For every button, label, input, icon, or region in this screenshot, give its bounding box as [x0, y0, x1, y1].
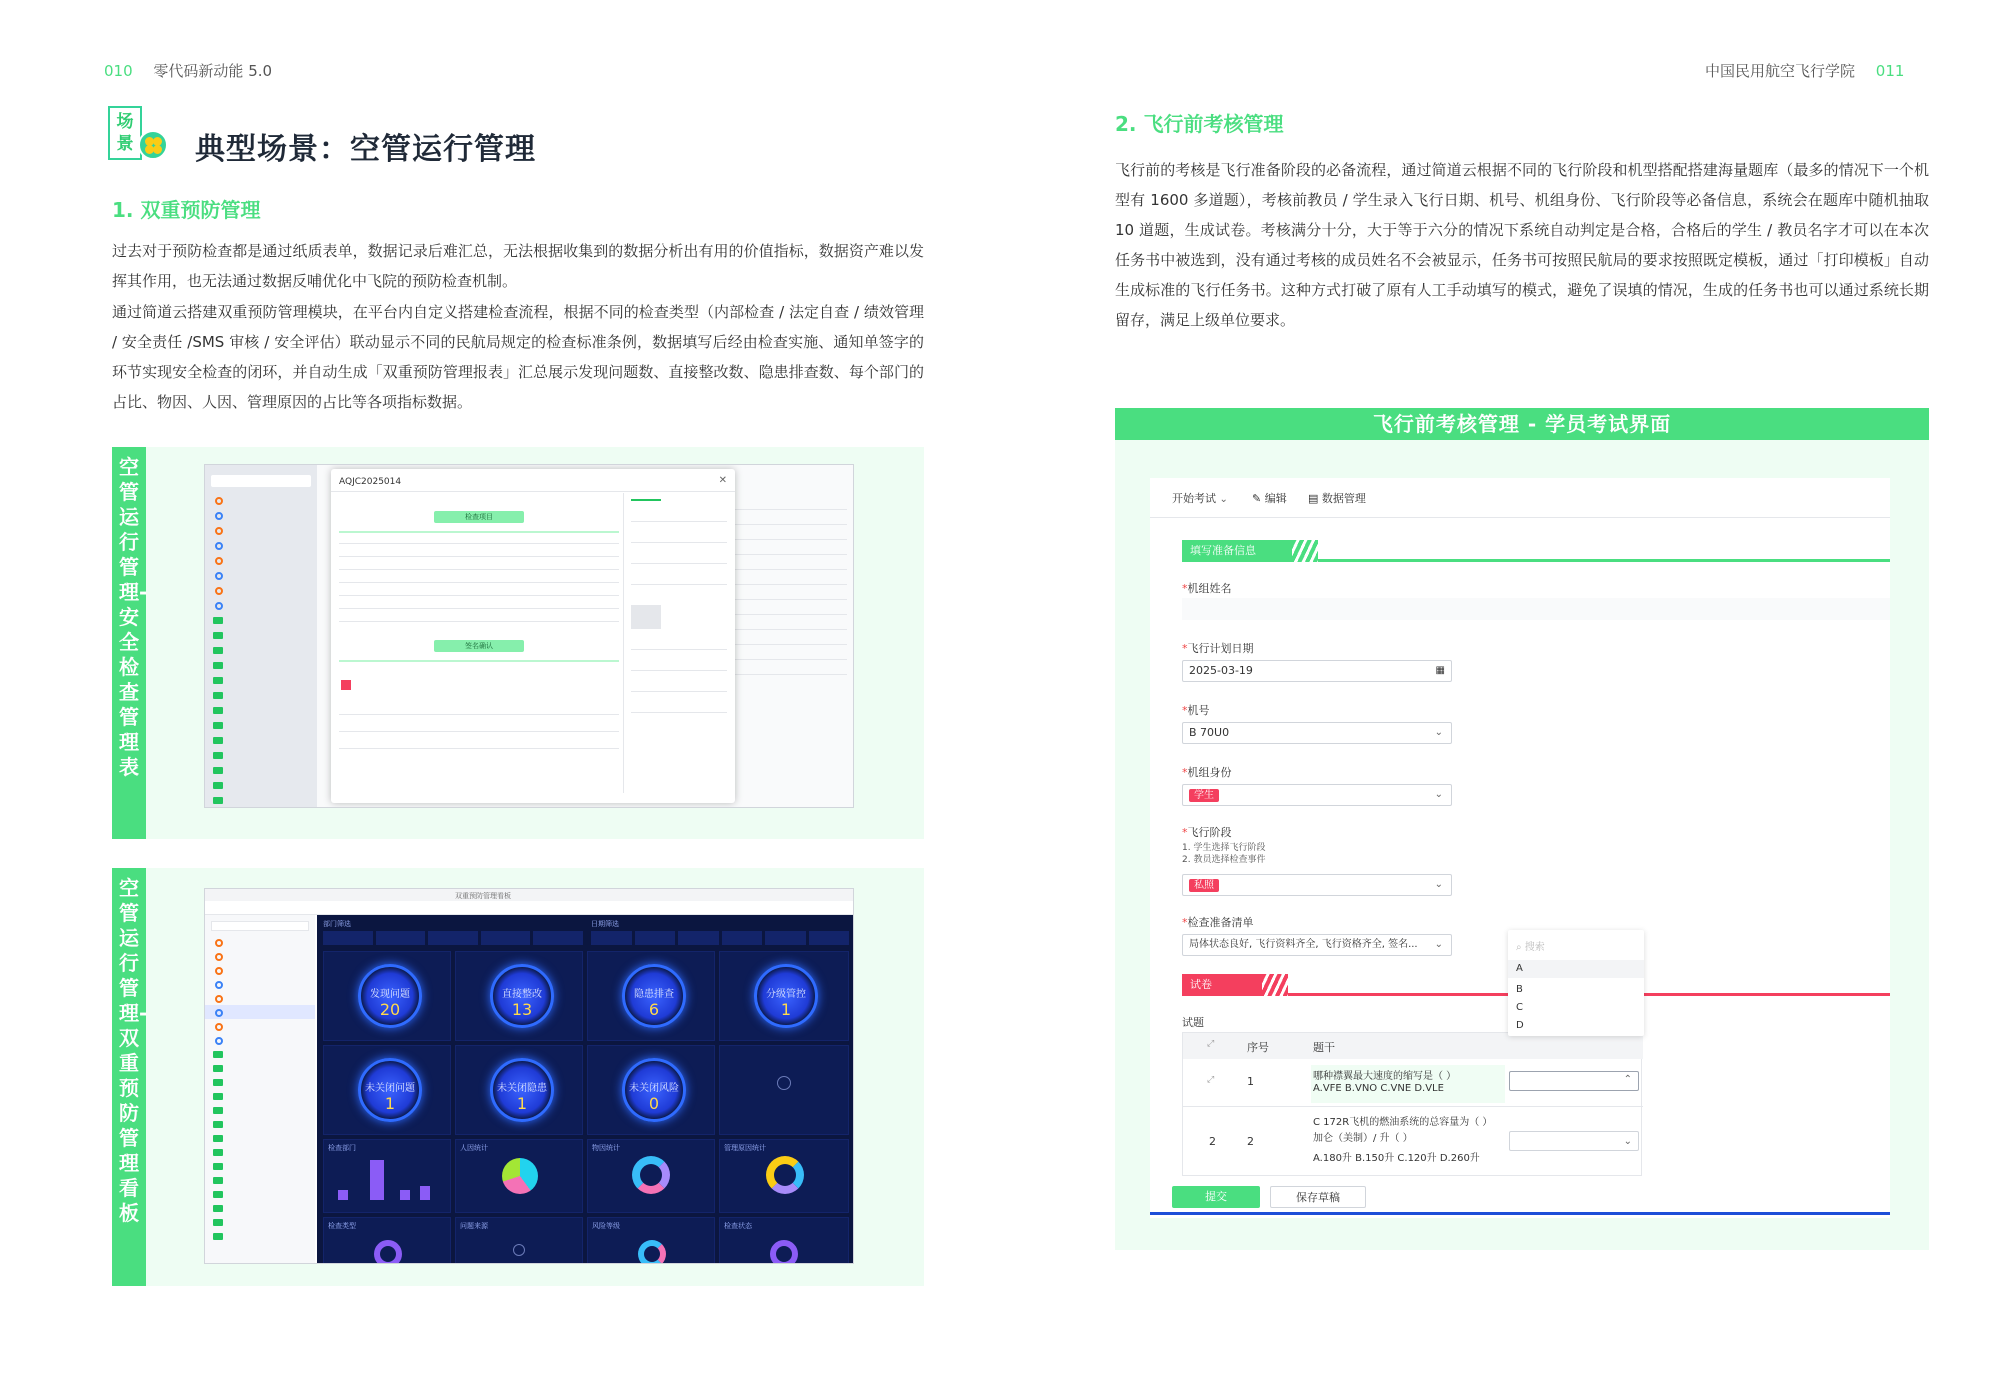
chart-title-material: 物因统计: [592, 1144, 620, 1152]
crew-role-select[interactable]: 学生 ⌄: [1182, 784, 1452, 806]
phase-note-1: 1. 学生选择飞行阶段: [1182, 843, 1266, 853]
flight-date-label: *飞行计划日期: [1182, 642, 1254, 655]
calendar-icon: ▦: [1435, 665, 1445, 676]
ring-open-hazards: 未关闭隐患 1: [490, 1058, 554, 1122]
close-icon[interactable]: ✕: [718, 475, 727, 486]
data-manage-button[interactable]: ▤ 数据管理: [1308, 492, 1366, 505]
table-icon: ▤: [1308, 492, 1319, 505]
questions-label: 试题: [1182, 1016, 1204, 1029]
chart-title-dept: 检查部门: [328, 1144, 356, 1152]
chart-title-source: 问题来源: [460, 1222, 488, 1230]
right-page-number: 011: [1875, 62, 1905, 80]
record-modal: [331, 469, 735, 803]
chart-title-status: 检查状态: [724, 1222, 752, 1230]
option-b[interactable]: B: [1516, 984, 1523, 995]
scene-badge: [108, 106, 172, 164]
date-filter-title: 日期筛选: [591, 920, 619, 928]
chevron-down-icon: ⌄: [1434, 789, 1443, 800]
phase-select[interactable]: 私照 ⌄: [1182, 874, 1452, 896]
section-pill-items: 检查项目: [434, 511, 524, 523]
dashboard-sidebar: [205, 915, 315, 1264]
section-prepare-info: 填写准备信息: [1182, 540, 1292, 562]
section2-title: 2. 飞行前考核管理: [1115, 112, 1284, 136]
option-a[interactable]: A: [1516, 963, 1523, 974]
edit-button[interactable]: ✎ 编辑: [1252, 492, 1287, 505]
chevron-down-icon: ⌄: [1434, 879, 1443, 890]
chevron-down-icon: ⌄: [1219, 494, 1228, 505]
q1-answer-select[interactable]: [1509, 1071, 1639, 1091]
start-exam-menu[interactable]: 开始考试 ⌄: [1172, 492, 1228, 505]
checklist-select[interactable]: 局体状态良好, 飞行资料齐全, 飞行资格齐全, 签名... ⌄: [1182, 934, 1452, 956]
screenshot-dashboard: [204, 888, 854, 1264]
modal-title: AQJC2025014: [339, 477, 402, 487]
crew-role-label: *机组身份: [1182, 766, 1232, 779]
pencil-icon: ✎: [1252, 492, 1262, 505]
ring-direct-rectify: 直接整改 13: [490, 964, 554, 1028]
expand-icon[interactable]: ⤢: [1207, 1075, 1215, 1085]
ring-open-issues: 未关闭问题 1: [358, 1058, 422, 1122]
screenshot-safety-check-table: [204, 464, 854, 808]
phase-note-2: 2. 教员选择检查事件: [1182, 855, 1266, 865]
q2-answer-select[interactable]: [1509, 1131, 1639, 1151]
col-no: 序号: [1247, 1041, 1269, 1054]
chevron-down-icon: ⌄: [1434, 939, 1443, 950]
dashboard-window-title: 双重预防管理看板: [455, 892, 511, 900]
chart-title-risk: 风险等级: [592, 1222, 620, 1230]
dept-filter-title: 部门筛选: [323, 920, 351, 928]
answer-dropdown: [1508, 930, 1644, 1036]
col-stem: 题干: [1313, 1041, 1335, 1054]
panel1-label: 空管运行管理-安全检查管理表: [112, 447, 146, 839]
question-table: [1182, 1032, 1642, 1176]
option-c[interactable]: C: [1516, 1002, 1523, 1013]
submit-button[interactable]: 提交: [1172, 1186, 1260, 1208]
left-running-title: 零代码新动能 5.0: [153, 62, 273, 80]
scene-badge-text: 场景: [108, 106, 142, 160]
right-running-title: 中国民用航空飞行学院: [1705, 62, 1856, 80]
left-page-number: 010: [104, 62, 133, 80]
ring-open-risks: 未关闭风险 0: [622, 1058, 686, 1122]
section1-paragraph-2: 通过简道云搭建双重预防管理模块，在平台内自定义搭建检查流程，根据不同的检查类型（内部检查 / 法定自查 / 绩效管理 / 安全责任 /SMS 审核 / 安全评估）联动显示不同的民航局规定的检查标准条例，数据填写后经由检查实施、通知单签字的环节实现安全检查的闭环，并自动生成「双重预防管理报表」汇总展示发现问题数、直接整改数、隐患排查数、每个部门的占比、物因、人因、管理原因的占比等各项指标数据。: [112, 303, 924, 411]
dropdown-search[interactable]: ⌕ 搜索: [1516, 942, 1545, 953]
expand-icon[interactable]: ⤢: [1207, 1039, 1215, 1049]
option-d[interactable]: D: [1516, 1020, 1524, 1031]
search-icon: ⌕: [1516, 942, 1522, 953]
chart-title-type: 检查类型: [328, 1222, 356, 1230]
exam-panel-title: 飞行前考核管理 - 学员考试界面: [1115, 408, 1929, 440]
table-row: 2 2 C 172R飞机的燃油系统的总容量为（ ） 加仑（美制）/ 升（ ） A.180升 B.150升 C.120升 D.260升 ⌄: [1183, 1107, 1643, 1177]
table-row: ⤢ 1 哪种襟翼最大速度的缩写是（ ） A.VFE B.VNO C.VNE D.VLE ⌃: [1183, 1059, 1643, 1107]
save-draft-button[interactable]: 保存草稿: [1270, 1186, 1366, 1208]
clover-icon: [138, 130, 168, 160]
crew-name-label: *机组姓名: [1182, 582, 1232, 595]
crew-name-field[interactable]: [1182, 598, 1890, 620]
ring-graded-control: 分级管控 1: [754, 964, 818, 1028]
section-pill-signature: 签名确认: [434, 640, 524, 652]
dashboard-canvas: [317, 915, 854, 1264]
chart-title-mgmt: 管理原因统计: [724, 1144, 766, 1152]
checklist-label: *检查准备清单: [1182, 916, 1254, 929]
ring-found-issues: 发现问题 20: [358, 964, 422, 1028]
page-title: 典型场景：空管运行管理: [195, 132, 536, 167]
sidebar: [205, 465, 317, 808]
plane-no-label: *机号: [1182, 704, 1210, 717]
chevron-down-icon: ⌄: [1623, 1136, 1632, 1147]
section1-paragraph-1: 过去对于预防检查都是通过纸质表单，数据记录后难汇总，无法根据收集到的数据分析出有用的价值指标，数据资产难以发挥其作用，也无法通过数据反哺优化中飞院的预防检查机制。: [112, 242, 924, 290]
empty-chart-icon: [777, 1076, 791, 1090]
chart-title-human: 人因统计: [460, 1144, 488, 1152]
section-paper: 试卷: [1182, 974, 1262, 996]
chevron-up-icon: ⌃: [1623, 1074, 1632, 1085]
flight-date-field[interactable]: 2025-03-19 ▦: [1182, 660, 1452, 682]
phase-label: *飞行阶段: [1182, 826, 1232, 839]
section1-title: 1. 双重预防管理: [112, 198, 261, 222]
ring-hazard-check: 隐患排查 6: [622, 964, 686, 1028]
chevron-down-icon: ⌄: [1434, 727, 1443, 738]
section2-paragraph: 飞行前的考核是飞行准备阶段的必备流程，通过简道云根据不同的飞行阶段和机型搭配搭建海量题库（最多的情况下一个机型有 1600 多道题），考核前教员 / 学生录入飞行日期、机号、机组身份、飞行阶段等必备信息，系统会在题库中随机抽取 10 道题，生成试卷。考核满分十分，大于等于六分的情况下系统自动判定是合格，合格后的学生 / 教员名字才可以在本次任务书中被选到，没有通过考核的成员姓名不会被显示，任务书可按照民航局的要求按照既定模板，通过「打印模板」自动生成标准的飞行任务书。这种方式打破了原有人工手动填写的模式，避免了误填的情况，生成的任务书也可以通过系统长期留存，满足上级单位要求。: [1115, 161, 1929, 329]
panel2-label: 空管运行管理-双重预防管理看板: [112, 868, 146, 1286]
plane-no-select[interactable]: B 70U0 ⌄: [1182, 722, 1452, 744]
exam-screen: [1150, 478, 1890, 1218]
